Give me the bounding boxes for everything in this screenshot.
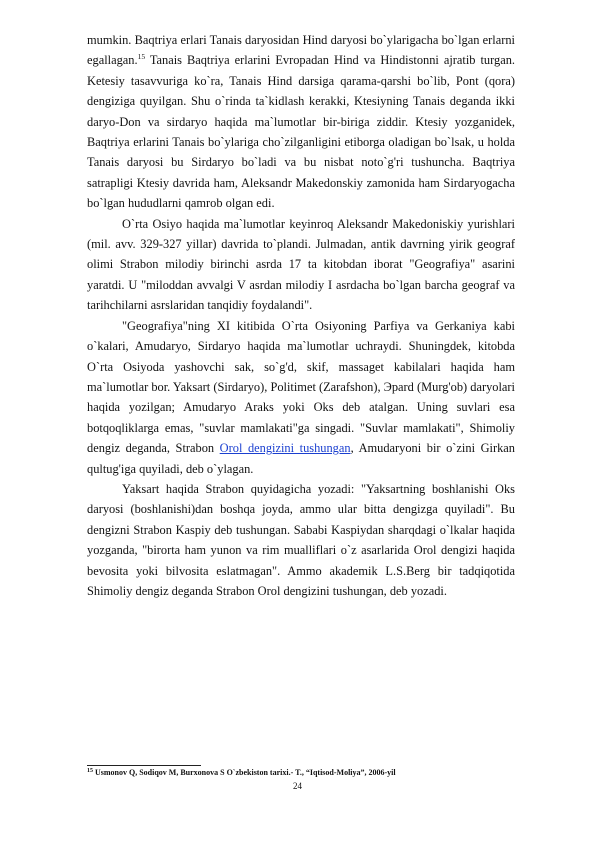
paragraph-3-text-b: , Amudaryoni bir o`zini Girkan qultug'iga quyiladi, deb o`ylagan. [87, 441, 515, 476]
paragraph-4: Yaksart haqida Strabon quyidagicha yozadi: "Yaksartning boshlanishi Oks daryosi (boshlanishi)dan boshqa joyda, ammo ular bitta dengizga quyiladi". Bu dengizni Strabon Kaspiy deb tushungan. Sababi Kaspiydan sharqdagi o`lkalar haqida yozganda, "birorta ham yunon va rim mualliflari o`z asarlarida Orol dengizi haqida bevosita yoki bilvosita eslatmagan". Ammo akademik L.S.Berg bir tadqiqotida Shimoliy dengiz deganda Strabon Orol dengizini tushungan, deb yozadi. [87, 481, 515, 598]
body-text [87, 30, 515, 601]
footnote [87, 768, 515, 778]
footnote-text: Usmonov Q, Sodiqov M, Burxonova S O`zbekiston tarixi.- T., “Iqtisod-Moliya”, 2006-yil [93, 768, 396, 777]
page-number: 24 [293, 781, 302, 791]
paragraph-3 [87, 316, 515, 479]
paragraph-3-text-a: "Geografiya"ning XI kitibida O`rta Osiyoning Parfiya va Gerkaniya kabi o`kalari, Amudaryo, Sirdaryo haqida ma`lumotlar uchraydi. Shuningdek, kitobda O`rta Osiyoda yashovchi sak, so`g'd, skif, massaget kabilalari haqida ham ma`lumotlar bor. Yaksart (Sirdaryo), Politimet (Zarafshon), Эpard (Murg'ob) daryolari haqida yozilgan; Amudaryo Araks yoki Oks deb atalgan. Uning suvlari esa botqoqliklarga emas, "suvlar mamlakati"ga singadi. "Suvlar mamlakati", Shimoliy dengiz deganda, Strabon [87, 318, 515, 456]
footnote-number: 15 [87, 768, 93, 774]
paragraph-2: O`rta Osiyo haqida ma`lumotlar keyinroq Aleksandr Makedoniskiy yurishlari (mil. avv. 329-327 yillar) davrida to`plandi. Julmadan, antik davrning yirik geograf olimi Strabon milodiy birinchi asrda 17 ta kitobdan iborat "Geografiya" asarini yaratdi. U "miloddan avvalgi V asrdan milodiy I asrdacha bo`lgan barcha geograf va tarihchilarni asrslaridan tanqidiy foydalandi". [87, 216, 515, 313]
footnote-reference[interactable]: 15 [137, 52, 146, 62]
paragraph-1 [87, 30, 515, 214]
paragraph-1-text-b: Tanais Baqtriya erlarini Evropadan Hind va Hindistonni ajratib turgan. Ketesiy tasavvuriga ko`ra, Tanais Hind darsiga qarama-qarshi bo`lib, Pont (qora) dengiziga quyilgan. Shu o`rinda ta`kidlash kerakki, Ktesiyning Tanais deganda ikki daryo-Don va sirdaryo haqida ma`lumotlar bir-biriga ziddir. Ktesiy yozganidek, Baqtriya erlarini Tanais bo`ylariga cho`zilganligini etiborga oladigan bo`lsak, u holda Tanais daryosi bu Sirdaryo bo`ladi va bu nisbat noto`g'ri tushuncha. Baqtriya satrapligi Ktesiy davrida ham, Aleksandr Makedonskiy zamonida ham Sirdaryogacha bo`lgan hududlarni qamrob olgan edi. [87, 53, 515, 211]
orol-dengizi-link[interactable]: Orol dengizini tushungan [219, 441, 351, 456]
footnote-separator [87, 765, 201, 766]
paragraph-1-text-a: mumkin. Baqtriya erlari Tanais daryosidan Hind daryosi bo`ylarigacha bo`lgan erlarni egallagan. [87, 33, 515, 68]
